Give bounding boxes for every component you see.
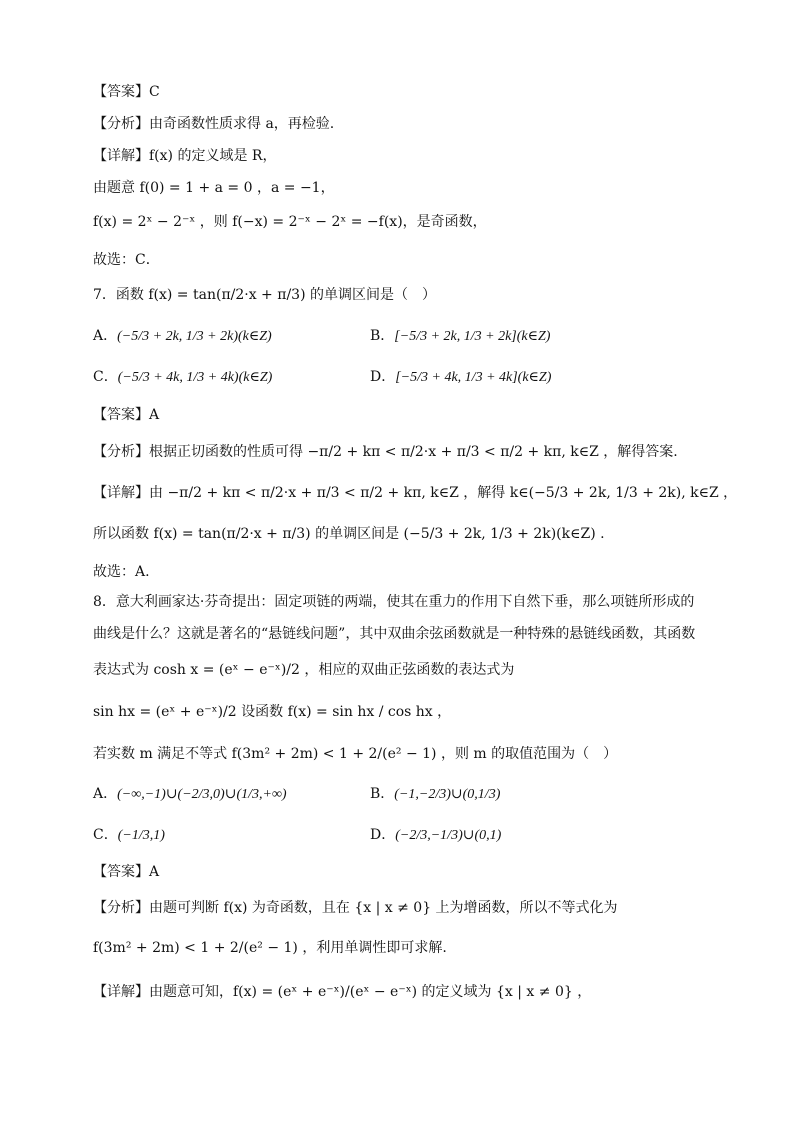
text-line-q8d: sin hx = (eˣ + e⁻ˣ)/2 设函数 f(x) = sin hx / cos hx ， (93, 704, 452, 720)
options8-option-d (370, 825, 501, 846)
option-text: (−2/3,−1/3)∪(0,1) (395, 828, 502, 843)
text-line-q8c: 表达式为 cosh x = (eˣ − e⁻ˣ)/2 ，相应的双曲正弦函数的表达式为 (93, 662, 515, 678)
text-line-ana8a: 【分析】由题可判断 f(x) 为奇函数，且在 {x | x ≠ 0} 上为增函数，所以不等式化为 (93, 900, 618, 916)
text-line-sel6: 故选：C． (93, 252, 160, 268)
option-label: A． (93, 786, 118, 802)
text-line-sel7: 故选：A. (93, 564, 150, 580)
options7-option-b (370, 326, 550, 347)
text-line-q8a: 8．意大利画家达·芬奇提出：固定项链的两端，使其在重力的作用下自然下垂，那么项链所形成的 (93, 594, 695, 610)
text-line-ans7: 【答案】A (93, 407, 160, 423)
option-text: [−5/3 + 4k, 1/3 + 4k](k∈Z) (395, 370, 552, 385)
text-line-ans8: 【答案】A (93, 864, 160, 880)
text-line-det6b: 由题意 f(0) = 1 + a = 0 ，a = −1， (93, 180, 335, 196)
option-text: [−5/3 + 2k, 1/3 + 2k](k∈Z) (394, 329, 551, 344)
option-label: D． (370, 827, 396, 843)
text-line-det8: 【详解】由题意可知，f(x) = (eˣ + e⁻ˣ)/(eˣ − e⁻ˣ) 的定义域为 {x | x ≠ 0} ， (93, 984, 592, 1000)
text-line-q8e: 若实数 m 满足不等式 f(3m² + 2m) < 1 + 2/(e² − 1) ，则 m 的取值范围为（ ） (93, 746, 618, 762)
option-label: C． (93, 827, 118, 843)
text-line-ana8b: f(3m² + 2m) < 1 + 2/(e² − 1) ，利用单调性即可求解. (93, 940, 447, 956)
text-line-q8b: 曲线是什么？这就是著名的“悬链线问题”，其中双曲余弦函数就是一种特殊的悬链线函数，其函数 (93, 626, 696, 642)
options8-option-c (93, 825, 165, 846)
options7-option-c (93, 367, 272, 388)
option-label: D． (370, 369, 396, 385)
option-text: (−5/3 + 2k, 1/3 + 2k)(k∈Z) (117, 329, 272, 344)
options7-option-a (93, 326, 272, 347)
option-text: (−1/3,1) (117, 828, 165, 843)
text-line-ans6: 【答案】C (93, 84, 160, 100)
text-line-det6c: f(x) = 2ˣ − 2⁻ˣ ，则 f(−x) = 2⁻ˣ − 2ˣ = −f(x)，是奇函数， (93, 214, 487, 230)
text-line-det6a: 【详解】f(x) 的定义域是 R， (93, 148, 277, 164)
text-line-ana6: 【分析】由奇函数性质求得 a，再检验. (93, 116, 335, 132)
options7-option-d (370, 367, 551, 388)
text-line-det7b: 所以函数 f(x) = tan(π/2·x + π/3) 的单调区间是 (−5/3 + 2k, 1/3 + 2k)(k∈Z) . (93, 526, 605, 542)
option-text: (−1,−2/3)∪(0,1/3) (394, 787, 501, 802)
options8-option-a (93, 784, 287, 805)
text-line-ana7: 【分析】根据正切函数的性质可得 −π/2 + kπ < π/2·x + π/3 < π/2 + kπ, k∈Z ，解得答案. (93, 444, 678, 460)
option-label: C． (93, 369, 118, 385)
text-line-det7a: 【详解】由 −π/2 + kπ < π/2·x + π/3 < π/2 + kπ, k∈Z ，解得 k∈(−5/3 + 2k, 1/3 + 2k), k∈Z ， (93, 485, 738, 501)
option-label: B． (370, 786, 395, 802)
option-text: (−5/3 + 4k, 1/3 + 4k)(k∈Z) (117, 370, 273, 385)
text-line-q7: 7．函数 f(x) = tan(π/2·x + π/3) 的单调区间是（ ） (93, 287, 436, 303)
option-label: A． (93, 328, 118, 344)
options8-option-b (370, 784, 500, 805)
option-label: B． (370, 328, 395, 344)
option-text: (−∞,−1)∪(−2/3,0)∪(1/3,+∞) (117, 787, 287, 802)
